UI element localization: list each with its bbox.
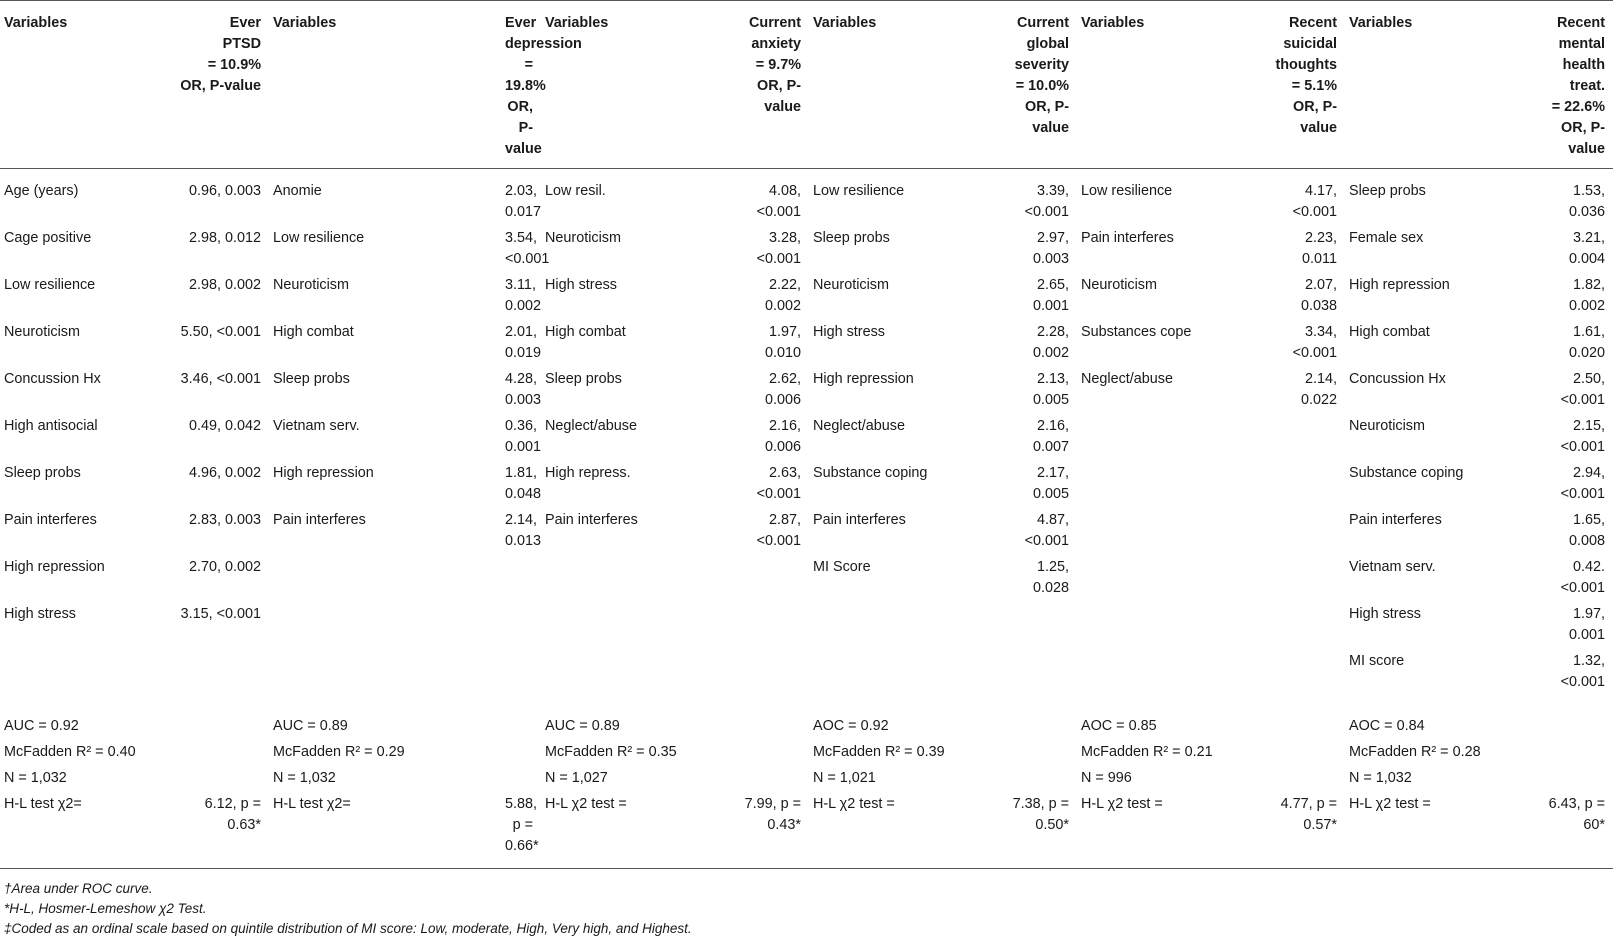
or-pvalue-cell: 2.83, 0.003: [188, 512, 261, 528]
variable-cell: Low resilience: [1081, 183, 1173, 199]
or-pvalue-cell: [729, 602, 809, 649]
or-pvalue-cell: 2.03, 0.017: [505, 183, 542, 220]
mcfadden-cell: McFadden R² = 0.39: [813, 744, 945, 760]
variable-cell: Anomie: [273, 183, 322, 199]
empty-cell: [501, 740, 541, 766]
or-pvalue-cell: 2.65, 0.001: [1032, 277, 1069, 314]
n-cell: N = 1,032: [4, 770, 67, 786]
or-pvalue-cell: 2.16, 0.006: [764, 418, 801, 455]
empty-cell: [729, 740, 809, 766]
or-pvalue-cell: 3.46, <0.001: [180, 371, 261, 387]
or-pvalue-cell: 2.01, 0.019: [505, 324, 542, 361]
or-pvalue-cell: [997, 602, 1077, 649]
hl-label-cell: H-L test χ2=: [273, 796, 351, 812]
hl-label-cell: H-L χ2 test =: [545, 796, 627, 812]
variable-cell: Neglect/abuse: [813, 418, 906, 434]
variable-cell: High combat: [273, 324, 354, 340]
variable-cell: High combat: [545, 324, 626, 340]
empty-cell: [501, 704, 541, 740]
or-pvalue-cell: 2.94, <0.001: [1560, 465, 1605, 502]
table-body: [0, 169, 1613, 869]
or-pvalue-cell: 3.11, 0.002: [505, 277, 542, 314]
or-pvalue-cell: 4.08, <0.001: [756, 183, 801, 220]
variable-cell: Cage positive: [4, 230, 92, 246]
or-pvalue-cell: 1.65, 0.008: [1568, 512, 1605, 549]
or-pvalue-cell: 3.28, <0.001: [756, 230, 801, 267]
table-row: [0, 508, 1613, 555]
header-variables: Variables: [1349, 15, 1413, 31]
variable-cell: MI score: [1349, 653, 1405, 669]
or-pvalue-cell: 0.96, 0.003: [188, 183, 261, 199]
variable-cell: [1077, 602, 1265, 649]
or-pvalue-cell: 2.98, 0.012: [188, 230, 261, 246]
variable-cell: Neuroticism: [813, 277, 889, 293]
or-pvalue-cell: [729, 649, 809, 705]
variable-cell: Neuroticism: [1081, 277, 1157, 293]
hl-value-cell: 6.43, p = 60*: [1548, 796, 1605, 833]
or-pvalue-cell: [729, 555, 809, 602]
variable-cell: [809, 602, 997, 649]
hl-value-cell: 7.99, p = 0.43*: [744, 796, 801, 833]
variable-cell: [1077, 414, 1265, 461]
or-pvalue-cell: [501, 602, 541, 649]
or-pvalue-cell: 2.50, <0.001: [1560, 371, 1605, 408]
variable-cell: [269, 555, 501, 602]
variable-cell: Substance coping: [1349, 465, 1464, 481]
empty-cell: [501, 766, 541, 792]
table-row: [0, 555, 1613, 602]
or-pvalue-cell: [501, 555, 541, 602]
variable-cell: Age (years): [4, 183, 79, 199]
hl-value-cell: 7.38, p = 0.50*: [1012, 796, 1069, 833]
variable-cell: High repression: [1349, 277, 1450, 293]
empty-cell: [1265, 704, 1345, 740]
header-variables: Variables: [545, 15, 609, 31]
variable-cell: Pain interferes: [813, 512, 906, 528]
or-pvalue-cell: [501, 649, 541, 705]
header-ever-depression: Ever depression = 19.8% OR, P-value: [505, 15, 582, 157]
or-pvalue-cell: 1.97, 0.010: [764, 324, 801, 361]
variable-cell: Neglect/abuse: [545, 418, 638, 434]
empty-cell: [164, 766, 269, 792]
variable-cell: Pain interferes: [273, 512, 366, 528]
or-pvalue-cell: 5.50, <0.001: [180, 324, 261, 340]
variable-cell: Low resilience: [4, 277, 96, 293]
or-pvalue-cell: 2.63, <0.001: [756, 465, 801, 502]
mcfadden-cell: McFadden R² = 0.40: [4, 744, 136, 760]
variable-cell: Pain interferes: [1081, 230, 1174, 246]
header-variables: Variables: [813, 15, 877, 31]
table-row: [0, 273, 1613, 320]
or-pvalue-cell: 1.81, 0.048: [505, 465, 542, 502]
table-row: [0, 367, 1613, 414]
header-recent-mental-health-treat: Recent mental health treat. = 22.6% OR, P-value: [1551, 15, 1605, 157]
variable-cell: Sleep probs: [273, 371, 350, 387]
variable-cell: High antisocial: [4, 418, 98, 434]
variable-cell: Low resilience: [273, 230, 365, 246]
variable-cell: Female sex: [1349, 230, 1424, 246]
empty-cell: [1533, 704, 1613, 740]
empty-cell: [997, 766, 1077, 792]
header-current-anxiety: Current anxiety = 9.7% OR, P-value: [749, 15, 801, 115]
auc-cell: AUC = 0.89: [545, 718, 620, 734]
or-pvalue-cell: 4.28, 0.003: [505, 371, 542, 408]
table-row: [0, 320, 1613, 367]
n-cell: N = 1,027: [545, 770, 608, 786]
or-pvalue-cell: 2.07, 0.038: [1300, 277, 1337, 314]
header-variables: Variables: [1081, 15, 1145, 31]
header-variables: Variables: [273, 15, 337, 31]
variable-cell: Sleep probs: [1349, 183, 1426, 199]
or-pvalue-cell: 3.15, <0.001: [180, 606, 261, 622]
variable-cell: Substance coping: [813, 465, 928, 481]
variable-cell: Neuroticism: [545, 230, 621, 246]
variable-cell: Concussion Hx: [4, 371, 101, 387]
or-pvalue-cell: 1.32, <0.001: [1560, 653, 1605, 690]
footnote-hl: *H-L, Hosmer-Lemeshow χ2 Test.: [4, 901, 207, 916]
mcfadden-cell: McFadden R² = 0.28: [1349, 744, 1481, 760]
header-current-global-severity: Current global severity = 10.0% OR, P-value: [1014, 15, 1069, 136]
variable-cell: High repression: [273, 465, 374, 481]
header-variables: Variables: [4, 15, 68, 31]
or-pvalue-cell: 2.28, 0.002: [1032, 324, 1069, 361]
or-pvalue-cell: 1.97, 0.001: [1568, 606, 1605, 643]
auc-cell: AUC = 0.92: [4, 718, 79, 734]
stats-row-n: [0, 766, 1613, 792]
empty-cell: [164, 704, 269, 740]
variable-cell: Pain interferes: [1349, 512, 1442, 528]
variable-cell: Concussion Hx: [1349, 371, 1446, 387]
hl-value-cell: 4.77, p = 0.57*: [1280, 796, 1337, 833]
or-pvalue-cell: 1.82, 0.002: [1568, 277, 1605, 314]
or-pvalue-cell: 2.14, 0.013: [505, 512, 542, 549]
or-pvalue-cell: 2.13, 0.005: [1032, 371, 1069, 408]
or-pvalue-cell: 2.16, 0.007: [1032, 418, 1069, 455]
table-row: [0, 226, 1613, 273]
or-pvalue-cell: 2.97, 0.003: [1032, 230, 1069, 267]
mcfadden-cell: McFadden R² = 0.35: [545, 744, 677, 760]
or-pvalue-cell: 2.70, 0.002: [188, 559, 261, 575]
or-pvalue-cell: [1265, 508, 1345, 555]
empty-cell: [1265, 740, 1345, 766]
variable-cell: High repression: [4, 559, 105, 575]
variable-cell: High repress.: [545, 465, 631, 481]
hl-value-cell: 5.88, p = 0.66*: [505, 796, 539, 854]
or-pvalue-cell: 3.54, <0.001: [505, 230, 550, 267]
or-pvalue-cell: [997, 649, 1077, 705]
mcfadden-cell: McFadden R² = 0.29: [273, 744, 405, 760]
mcfadden-cell: McFadden R² = 0.21: [1081, 744, 1213, 760]
or-pvalue-cell: 4.87, <0.001: [1024, 512, 1069, 549]
variable-cell: Neuroticism: [1349, 418, 1425, 434]
variable-cell: [269, 602, 501, 649]
auc-cell: AOC = 0.92: [813, 718, 889, 734]
auc-cell: AOC = 0.84: [1349, 718, 1425, 734]
or-pvalue-cell: 1.53, 0.036: [1568, 183, 1605, 220]
or-pvalue-cell: 0.49, 0.042: [188, 418, 261, 434]
variable-cell: Sleep probs: [4, 465, 81, 481]
empty-cell: [997, 740, 1077, 766]
empty-cell: [997, 704, 1077, 740]
or-pvalue-cell: 0.36, 0.001: [505, 418, 542, 455]
or-pvalue-cell: 2.23, 0.011: [1302, 230, 1337, 267]
or-pvalue-cell: 1.25, 0.028: [1032, 559, 1069, 596]
empty-cell: [1533, 766, 1613, 792]
n-cell: N = 996: [1081, 770, 1132, 786]
table-row: [0, 414, 1613, 461]
variable-cell: [541, 602, 729, 649]
variable-cell: High combat: [1349, 324, 1430, 340]
variable-cell: Low resil.: [545, 183, 606, 199]
or-pvalue-cell: 2.15, <0.001: [1560, 418, 1605, 455]
or-pvalue-cell: 3.21, 0.004: [1568, 230, 1605, 267]
hl-label-cell: H-L χ2 test =: [813, 796, 895, 812]
variable-cell: [541, 649, 729, 705]
variable-cell: High repression: [813, 371, 914, 387]
or-pvalue-cell: 2.87, <0.001: [756, 512, 801, 549]
or-pvalue-cell: 2.98, 0.002: [188, 277, 261, 293]
variable-cell: High stress: [813, 324, 885, 340]
empty-cell: [164, 740, 269, 766]
variable-cell: Substances cope: [1081, 324, 1192, 340]
variable-cell: MI Score: [813, 559, 871, 575]
variable-cell: High stress: [545, 277, 617, 293]
empty-cell: [1265, 766, 1345, 792]
or-pvalue-cell: 2.22, 0.002: [764, 277, 801, 314]
or-pvalue-cell: 3.34, <0.001: [1292, 324, 1337, 361]
empty-cell: [729, 704, 809, 740]
variable-cell: Low resilience: [813, 183, 905, 199]
footnote-auc: †Area under ROC curve.: [4, 881, 153, 896]
hl-label-cell: H-L test χ2=: [4, 796, 82, 812]
stats-row-mcfadden: [0, 740, 1613, 766]
or-pvalue-cell: 2.17, 0.005: [1032, 465, 1069, 502]
empty-cell: [1533, 740, 1613, 766]
table-header: [0, 1, 1613, 169]
variable-cell: [1077, 555, 1265, 602]
or-pvalue-cell: [1265, 414, 1345, 461]
variable-cell: Neuroticism: [4, 324, 80, 340]
or-pvalue-cell: [1265, 649, 1345, 705]
n-cell: N = 1,032: [273, 770, 336, 786]
or-pvalue-cell: 4.96, 0.002: [188, 465, 261, 481]
table-row: [0, 461, 1613, 508]
variable-cell: Sleep probs: [813, 230, 890, 246]
auc-cell: AOC = 0.85: [1081, 718, 1157, 734]
or-pvalue-cell: [164, 649, 269, 705]
or-pvalue-cell: 4.17, <0.001: [1292, 183, 1337, 220]
table-footnotes: [0, 879, 1458, 939]
stats-row-hl-test: [0, 792, 1613, 869]
table-row: [0, 169, 1613, 226]
variable-cell: [0, 649, 164, 705]
header-recent-suicidal-thoughts: Recent suicidal thoughts = 5.1% OR, P-value: [1275, 15, 1337, 136]
header-ever-ptsd: Ever PTSD = 10.9% OR, P-value: [180, 15, 261, 94]
variable-cell: Vietnam serv.: [273, 418, 360, 434]
variable-cell: Neglect/abuse: [1081, 371, 1174, 387]
auc-cell: AUC = 0.89: [273, 718, 348, 734]
empty-cell: [729, 766, 809, 792]
hl-label-cell: H-L χ2 test =: [1081, 796, 1163, 812]
table-row: [0, 602, 1613, 649]
variable-cell: [1077, 649, 1265, 705]
or-pvalue-cell: 2.62, 0.006: [764, 371, 801, 408]
or-pvalue-cell: 2.14, 0.022: [1300, 371, 1337, 408]
stats-row-auc: [0, 704, 1613, 740]
variable-cell: Pain interferes: [4, 512, 97, 528]
or-pvalue-cell: [1265, 602, 1345, 649]
variable-cell: Neuroticism: [273, 277, 349, 293]
footnote-mi-score: ‡Coded as an ordinal scale based on quintile distribution of MI score: Low, moderate, High, Very high, and Highest.: [4, 921, 692, 936]
n-cell: N = 1,032: [1349, 770, 1412, 786]
hl-label-cell: H-L χ2 test =: [1349, 796, 1431, 812]
variable-cell: [541, 555, 729, 602]
variable-cell: [809, 649, 997, 705]
or-pvalue-cell: 0.42. <0.001: [1560, 559, 1605, 596]
or-pvalue-cell: 1.61, 0.020: [1568, 324, 1605, 361]
variable-cell: [1077, 461, 1265, 508]
variable-cell: High stress: [1349, 606, 1421, 622]
or-pvalue-cell: [1265, 461, 1345, 508]
or-pvalue-cell: [1265, 555, 1345, 602]
n-cell: N = 1,021: [813, 770, 876, 786]
hl-value-cell: 6.12, p = 0.63*: [204, 796, 261, 833]
variable-cell: Vietnam serv.: [1349, 559, 1436, 575]
variable-cell: High stress: [4, 606, 76, 622]
variable-cell: Sleep probs: [545, 371, 622, 387]
variable-cell: [269, 649, 501, 705]
or-pvalue-cell: 3.39, <0.001: [1024, 183, 1069, 220]
table-row: [0, 649, 1613, 705]
variable-cell: Pain interferes: [545, 512, 638, 528]
variable-cell: [1077, 508, 1265, 555]
